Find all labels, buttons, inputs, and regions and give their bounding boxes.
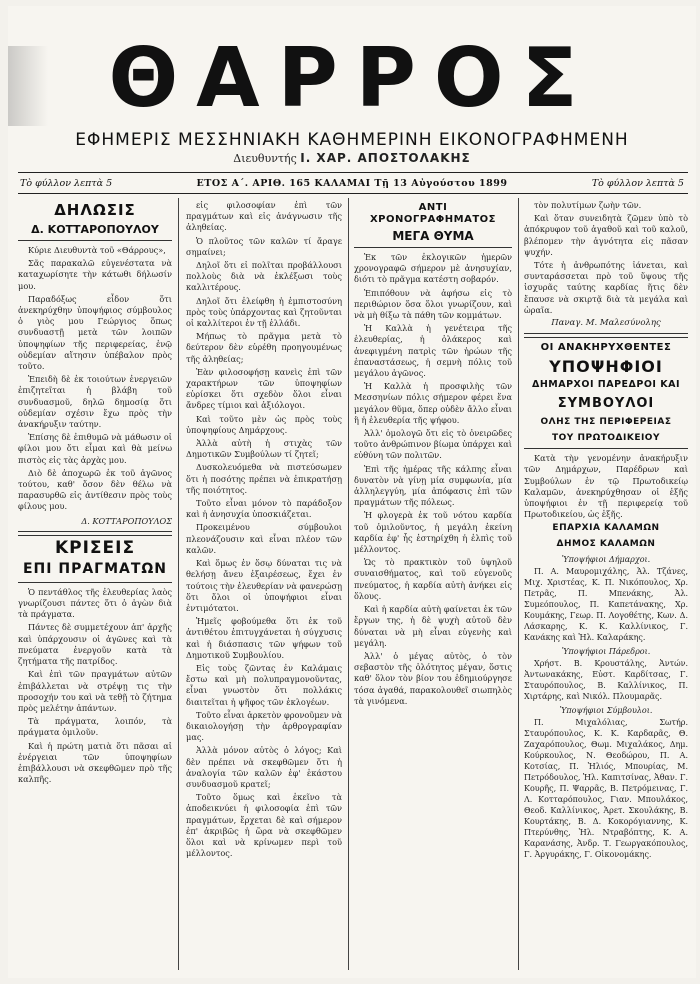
list-item: Π. Α. Μαυρομιχάλης, Ἀλ. Τζάνες, Μιχ. Χριστέας, Κ. Π. Νικόπουλος, Χρ. Πετρᾶς, Π. Μπενάκης, Ἀλ. Συμεόπουλος, Π. Καπετάνακης, Χρ. Κουμάκης, Γεωρ. Π. Λογοθέτης, Κων. Δ. Λάσκαρης, Κ. Κ. Καλλίνικος, Γ. Κανάκης καὶ Ἠλ. Καλαράκης. [524,567,688,643]
masthead-rule-top [18,172,688,173]
paragraph: Ἐπειδὴ δὲ ἐκ τοιούτων ἐνεργειῶν ἐπιζητεῖται ἡ βλάβη τοῦ συνδυασμοῦ, δηλῶ δημοσίᾳ ὅτι οὐδεμίαν σχέσιν ἔχω πρὸς τὴν ἀνακήρυξιν ταύτην. [18,374,172,430]
paragraph: Διὸ δὲ ἀποχωρῶ ἐκ τοῦ ἀγῶνος τούτου, καθ' ὅσον δὲν θέλω νὰ παρασυρθῶ εἰς ἀντίθεσιν πρὸς τοὺς φίλους μου. [18,467,172,512]
article-subheading: Δ. ΚΟΤΤΑΡΟΠΟΥΛΟΥ [31,223,159,236]
paragraph: Καὶ ἡ πρώτη ματιὰ ὅτι πᾶσαι αἱ ἐνέργειαι τῶν ὑποψηφίων ἐπιβάλλουσι νὰ σκεφθῶμεν πρὸ τῆς καλπῆς. [18,740,172,785]
divider [354,247,512,248]
article-heading: ΥΠΟΨΗΦΙΟΙ [549,357,663,377]
list-section-title: Ὑποψήφιοι Δήμαρχοι. [561,555,651,565]
price-left: Τὸ φύλλον λεπτὰ 5 [20,177,113,189]
masthead [8,6,696,172]
article-heading: ΔΗΛΩΣΙΣ [54,201,136,219]
paragraph: Τότε ἡ ἀνθρωπότης ἰάνεται, καὶ συνταράσσεται πρὸ τοῦ ὕψους τῆς ἰσχυρᾶς ταύτης καρδίας ἥτις δὲν ἔπαυσε νὰ σκιρτᾷ διὰ τὰ μεγάλα καὶ ὡραῖα. [524,260,688,315]
paragraph: Ἀλλ' ὁ μέγας αὐτὸς, ὁ τὸν σεβαστὸν τῆς ὁλότητος μέγαν, ὅστις καθ' ὅλον τὸν βίον του ἐδημιούργησε τόσα ἀγαθά, παρακολουθεῖ σιωπηλὸς τὰ γινόμενα. [354,650,512,706]
paragraph: Ἐπιπόθουν νὰ ἀφήσω εἰς τὸ περιθώριον ὅσα ὅλοι γνωρίζουν, καὶ νὰ μὴ θίξω τὰ πάθη τῶν κομμάτων. [354,287,512,321]
paragraph: Προκειμένου σύμβουλοι πλεονάζουσιν καὶ εἶναι πλέον τῶν καλῶν. [186,522,342,555]
paragraph: Τὰ πράγματα, λοιπόν, τὰ πράγματα ὁμιλοῦν. [18,716,172,738]
paragraph: Κύριε Διευθυντὰ τοῦ «Θάρρους», [28,245,166,255]
column-divider [348,198,349,970]
paragraph: Δηλοῖ ὅτι εἰ πολῖται προβάλλουσι πολλοὺς διὰ νὰ ἐκλέξωσι τοὺς καλλιτέρους. [186,260,342,293]
paragraph: εἰς φιλοσοφίαν ἐπὶ τῶν πραγμάτων καὶ εἰς ἀνάγνωσιν τῆς ἀληθείας. [186,200,342,233]
paragraph: Εἰς τοὺς ζῶντας ἐν Καλάμαις ἔστω καὶ μὴ πολυπραγμονοῦντας, εἶναι γνωστὸν ὅτι πολλάκις διαιτεῖται ἡ ψῆφος τῶν ἐκλογέων. [186,662,342,707]
article-heading: ΣΥΜΒΟΥΛΟΙ [557,396,655,412]
paragraph: Δηλοῖ ὅτι ἐλείφθη ἡ ἐμπιστοσύνη πρὸς τοὺς ὑπάρχοντας καὶ ζητοῦνται οἱ καλλίτεροι ἐν τῇ ἐλλάδι. [186,295,342,329]
section-heading: ΕΠΑΡΧΙΑ ΚΑΛΑΜΩΝ [552,523,660,534]
newspaper-title: ΘΑΡΡΟΣ [108,31,596,126]
paragraph: Ἡμεῖς φοβούμεθα ὅτι ἐκ τοῦ ἀντιθέτου ἐπιτυγχάνεται ἡ σύγχυσις καὶ ἡ διάσπασις τῶν ψήφων τοῦ Δημοτικοῦ Συμβουλίου. [186,616,342,660]
director-label: Διευθυντής [233,152,297,165]
article-subheading: ΜΕΓΑ ΘΥΜΑ [392,229,474,243]
paragraph: Ἡ Καλλὰ ἡ γενέτειρα τῆς ἐλευθερίας, ἡ ὁλάκερος καὶ ἀνεφιγμένη πατρὶς τῶν ἡρώων τῆς ἐπαναστάσεως, ἡ σεμνὴ πόλις τοῦ μεγάλου ἀγῶνος. [354,323,512,379]
paragraph: Ἐπίσης δὲ ἐπιθυμῶ νὰ μάθωσιν οἱ φίλοι μου ὅτι εἶμαι καὶ θὰ μείνω πιστὸς εἰς τὰς ἀρχὰς μου. [18,432,172,465]
issue-number: ΕΤΟΣ Α΄. ΑΡΙΘ. 165 ΚΑΛΑΜΑΙ Τῇ 13 Αὐγούστου 1899 [196,177,508,189]
paragraph: Σᾶς παρακαλῶ εὐγενέστατα νὰ καταχωρίσητε τὴν κάτωθι δήλωσίν μου. [18,258,172,291]
article-heading: ΑΝΤΙ ΧΡΟΝΟΓΡΑΦΗΜΑΤΟΣ [369,202,497,225]
divider [18,531,172,536]
paragraph: Δυσκολευόμεθα νὰ πιστεύσωμεν ὅτι ἡ ποσότης πρέπει νὰ ἐπικρατήσῃ τῆς ποιότητος. [186,462,342,495]
newspaper-subtitle: ΕΦΗΜΕΡΙΣ ΜΕΣΣΗΝΙΑΚΗ ΚΑΘΗΜΕΡΙΝΗ ΕΙΚΟΝΟΓΡΑΦΗΜΕΝΗ [75,130,629,150]
article-subheading: ΟΛΗΣ ΤΗΣ ΠΕΡΙΦΕΡΕΙΑΣ [540,417,672,428]
price-right: Τὸ φύλλον λεπτὰ 5 [591,177,684,189]
paragraph: Πάντες δὲ συμμετέχουν ἀπ' ἀρχῆς καὶ ὑπάρχουσιν οἱ ἀγῶνες καὶ τὰ πνεύματα ἐνεργοῦν κατὰ τὰ ζητήματα τῆς πατρίδος. [18,622,172,667]
section-heading: ΔΗΜΟΣ ΚΑΛΑΜΩΝ [556,539,656,550]
candidate-list [524,554,688,860]
list-item: Χρήστ. Β. Κρουστάλης, Ἀντών. Ἀντωνακάκης, Εὐστ. Καρδίτσας, Γ. Σταυρόπουλος, Β. Καλλίνικος, Π. Χιρτάρης, καὶ Νικόλ. Πλουμαρᾶς. [524,659,688,702]
paragraph: Καὶ ἡ καρδία αὐτὴ φαίνεται ἐκ τῶν ἔργων της, ἡ δὲ ψυχὴ αὐτοῦ δὲν δύναται νὰ μὴ εἶναι εὐγενὴς καὶ μεγάλη. [354,604,512,648]
paragraph: Ὁ πεντάθλος τῆς ἐλευθερίας λαὸς γνωρίζουσι πάντες ὅτι ὁ ἀγὼν διὰ τὰ πράγματα. [18,586,172,620]
paragraph: Ἐπὶ τῆς ἡμέρας τῆς κάλπης εἶναι δυνατὸν νὰ γίνῃ μία συμφωνία, μία ἀλληλεγγύη, μία ἀπόφασις ἐπὶ τῶν πραγμάτων τῆς πόλεως. [354,463,512,508]
article-subheading: ΤΟΥ ΠΡΩΤΟΔΙΚΕΙΟΥ [552,433,660,444]
paragraph: Ἀλλὰ μόνον αὐτὸς ὁ λόγος; Καὶ δὲν πρέπει νὰ σκεφθῶμεν ὅτι ἡ ἀναλογία τῶν καλῶν ἐφ' ἑκάστου συνδυασμοῦ κρατεῖ; [186,745,342,789]
article-heading: ΟΙ ΑΝΑΚΗΡΥΧΘΕΝΤΕΣ [540,342,672,354]
list-section-title: Ὑποψήφιοι Πάρεδροι. [561,647,651,657]
paragraph: Καὶ ἐπὶ τῶν πραγμάτων αὐτῶν ἐπιβάλλεται νὰ στρέψῃ τις τὴν προσοχήν του καὶ νὰ τεθῇ τὸ ζήτημα πρὸς μελέτην ἁπάντων. [18,669,172,713]
signature: Δ. ΚΟΤΤΑΡΟΠΟΥΛΟΣ [81,515,172,526]
column-1 [18,200,172,970]
paragraph: Καὶ τοῦτο μὲν ὡς πρὸς τοὺς ὑποψηφίους Δημάρχους. [186,413,342,435]
article-subheading: ΕΠΙ ΠΡΑΓΜΑΤΩΝ [22,560,168,577]
director-name: Ι. ΧΑΡ. ΑΠΟΣΤΟΛΑΚΗΣ [300,151,471,165]
article-heading: ΔΗΜΑΡΧΟΙ ΠΑΡΕΔΡΟΙ ΚΑΙ [531,379,681,391]
divider [18,582,172,583]
paragraph: Κατὰ τὴν γενομένην ἀνακήρυξιν τῶν Δημάρχων, Παρέδρων καὶ Συμβούλων ἐν τῷ Πρωτοδικείῳ Καλαμῶν, ἀνεκηρύχθησαν οἱ ἑξῆς ὑποψήφιοι ἐν τῇ περιφερείᾳ τοῦ Πρωτοδικείου, ὡς ἑξῆς. [524,453,688,520]
paragraph: Ἡ Καλλὰ ἡ προσφιλὴς τῶν Μεσσηνίων πόλις σήμερον φέρει ἕνα μεγάλον θῦμα, ὅπερ οὐδὲν ἄλλο εἶναι ἢ ἡ ἐλευθερία τῆς ψήφου. [354,381,512,425]
paragraph: Καὶ ὅταν συνειδητὰ ζῶμεν ὑπὸ τὸ ἀπόκρυφον τοῦ ἀγαθοῦ καὶ τοῦ καλοῦ, βλέπομεν τὴν ἀγνότητα εἰς πᾶσαν ψυχήν. [524,213,688,257]
column-3 [354,200,512,970]
list-section-title: Ὑποψήφιοι Σύμβουλοι. [559,706,653,716]
divider [18,240,172,241]
paragraph: Καὶ ὅμως ἐν ὅσῳ δύναται τις νὰ θελήσῃ ἄνευ ἐξαιρέσεως, ἔχει ἐν τούτοις τὴν ἐλευθερίαν νὰ φανερώσῃ ὅτι ὅλοι οἱ ὑποψήφιοι εἶναι ἐντιμότατοι. [186,558,342,613]
paragraph: τὸν πολυτίμων ζωὴν τῶν. [534,200,642,210]
signature: Παναγ. Μ. Μαλεσύνολης [551,318,661,329]
paragraph: Ὡς τὸ πρακτικὸν τοῦ ὑψηλοῦ συναισθήματος, καὶ τοῦ εὐγενοῦς πνεύματος, ἡ καρδία αὐτὴ ἀνήκει εἰς ὅλους. [354,557,512,601]
paragraph: Ἀλλ' ὁμολογῶ ὅτι εἰς τὸ ὀνειρῶδες τοῦτο ἀνθρώπινον βίωμα ὑπάρχει καὶ εὐθύνη τῶν πολιτῶν. [354,428,512,461]
masthead-rule-bottom [18,193,688,194]
divider [524,448,688,449]
column-divider [178,198,179,970]
paragraph: Ἐὰν φιλοσοφήσῃ κανεὶς ἐπὶ τῶν χαρακτήρων τῶν ὑποψηφίων εὑρίσκει ὅτι σχεδὸν ὅλοι εἶναι ἄνδρες τίμιοι καὶ ἀξιόλογοι. [186,366,342,411]
paragraph: Ἐκ τῶν ἐκλογικῶν ἡμερῶν χρονογραφῶ σήμερον μὲ ἀνησυχίαν, διότι τὸ πρᾶγμα κατέστη σοβαρόν. [354,252,512,285]
paragraph: Τοῦτο εἶναι ἀρκετὸν φρονοῦμεν νὰ δικαιολογήσῃ τὴν ἀρθρογραφίαν μας. [186,709,342,743]
director-line [8,151,696,165]
list-item: Π. Μιχαλόλιας, Σωτήρ. Σταυρόπουλος, Κ. Κ. Καρδαρᾶς, Θ. Ζαχαρόπουλος, Θωμ. Μιχαλάκος, Δημ. Κούρκουλος, Ν. Θεοδώρου, Π. Α. Κοτσίας, Π. Ἠλιός, Μπουρίας, Μ. Πετρόδουλος, Ἠλ. Καπιτσίνας, Ἀθαν. Γ. Κουρῆς, Π. Ψαρρᾶς, Β. Πετρόμεινας, Γ. Λ. Κοτταρόπουλος, Γιαν. Μπουλάκος, Θεοδ. Καλλίνικος, Ἀρετ. Σκουλάκης, Β. Κουρτάκης, Β. Δ. Κοκορόγιαννης, Κ. Πτερύνθης, Ἠλ. Ντραβόπτης, Κ. Α. Καρανάσης, Ἀνδρ. Τ. Γεωργακόπουλος, Γ. Ἀργυράκης, Γ. Οἰκονομάκης. [524,718,688,860]
newspaper-page [8,6,696,978]
paragraph: Ἡ φλογερὰ ἐκ τοῦ νότου καρδία τοῦ ὁμιλοῦντος, ἡ μεγάλη ἐκείνη καρδία ἐφ' ἧς ἐστηρίχθη ἡ ἐλπὶς τοῦ μέλλοντος. [354,510,512,555]
paragraph: Παραδόξως εἶδον ὅτι ἀνεκηρύχθην ὑποψήφιος σύμβουλος ὁ γιὸς μου Γεώργιος ὅπως συνδυαστῇ μετὰ τῶν λοιπῶν ὑποψηφίων τῆς περιφερείας, ἐνῷ οὐδεμίαν αἴτησιν ὑπέβαλον πρὸς τοῦτο. [18,293,172,372]
column-4 [524,200,688,970]
issue-info-line [20,176,684,190]
column-2 [186,200,342,970]
paragraph: Ἀλλὰ αὐτὴ ἡ στιχὰς τῶν Δημοτικῶν Συμβούλων τί ζητεῖ; [186,438,342,460]
column-divider [518,198,519,970]
article-heading: ΚΡΙΣΕΙΣ [54,537,136,558]
paragraph: Τοῦτο ὅμως καὶ ἐκεῖνο τὰ ἀποδεικνύει ἡ φιλοσοφία ἐπὶ τῶν πραγμάτων, ἔρχεται δὲ καὶ σήμερον ἐπ' ἀκριβῶς ἡ ὥρα νὰ σκεφθῶμεν ὅλοι καὶ νὰ κρίνωμεν περὶ τοῦ μέλλοντος. [186,792,342,859]
divider [524,333,688,338]
paragraph: Μήπως τὸ πρᾶγμα μετὰ τὸ δεύτερον δὲν εὑρέθη προηγουμένως τῆς ἀληθείας; [186,331,342,364]
paragraph: Ὁ πλοῦτος τῶν καλῶν τί ἄραγε σημαίνει; [186,235,342,257]
paragraph: Τοῦτο εἶναι μόνον τὸ παράδοξον καὶ ἡ ἀνησυχία ὑποσκιάζεται. [186,498,342,520]
